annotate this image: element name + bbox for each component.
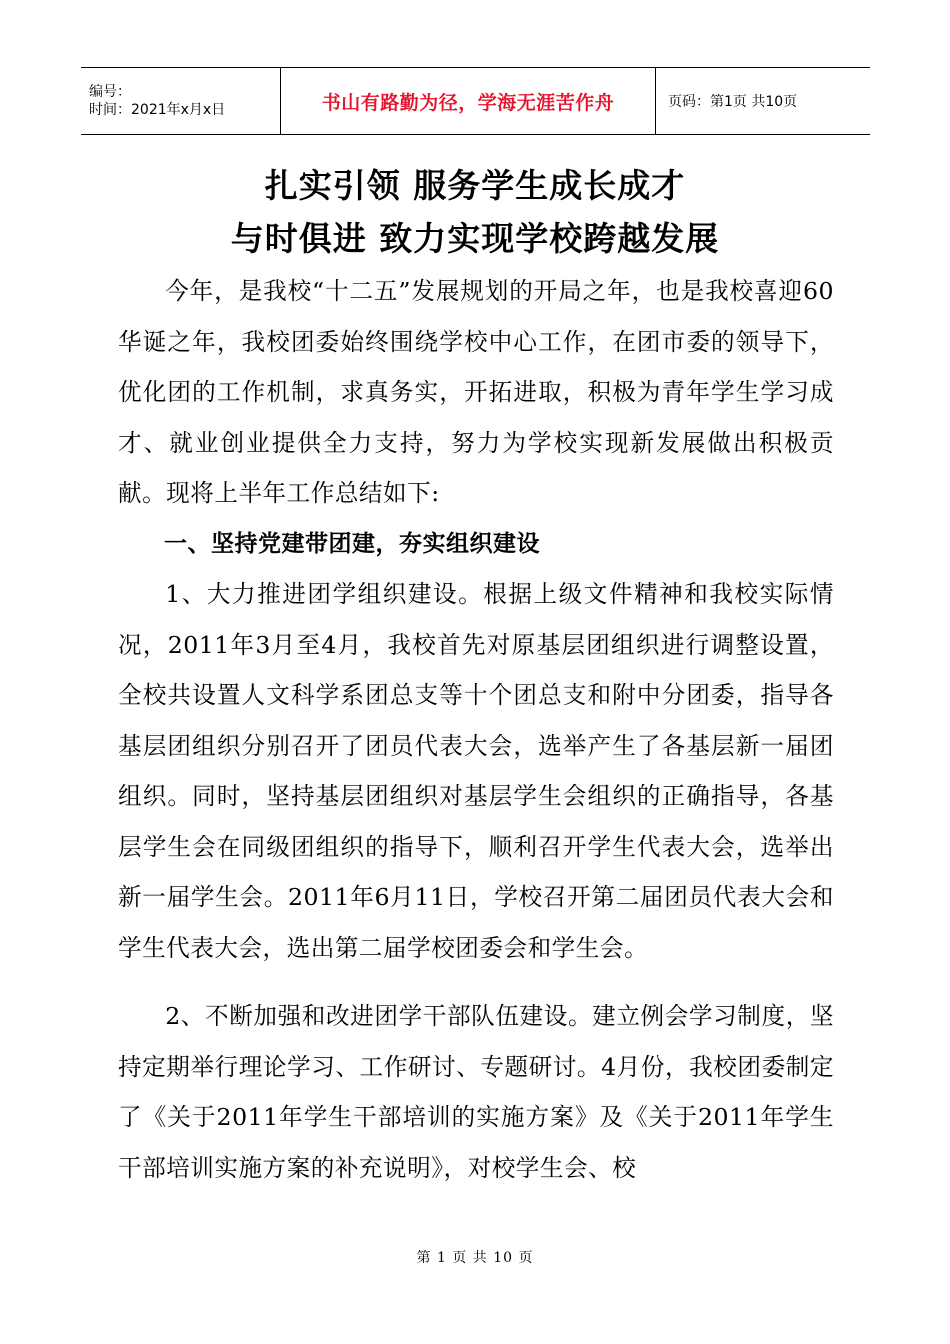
header-motto-cell [281,68,656,134]
header-page-cell [656,68,870,134]
title-line-2: 与时俱进 致力实现学校跨越发展 [230,219,720,258]
section-paragraph-2: 2、不断加强和改进团学干部队伍建设。建立例会学习制度，坚持定期举行理论学习、工作研讨、专题研讨。4月份，我校团委制定了《关于2011年学生干部培训的实施方案》及《关于2011年学生干部培训实施方案的补充说明》，对校学生会、校 [118,1002,834,1182]
motto-text: 书山有路勤为径，学海无涯苦作舟 [321,91,615,114]
document-header [81,67,870,135]
section-paragraph-1: 1、大力推进团学组织建设。根据上级文件精神和我校实际情况，2011年3月至4月，我校首先对原基层团组织进行调整设置，全校共设置人文科学系团总支等十个团总支和附中分团委，指导各基层团组织分别召开了团员代表大会，选举产生了各基层新一届团组织。同时，坚持基层团组织对基层学生会组织的正确指导，各基层学生会在同级团组织的指导下，顺利召开学生代表大会，选举出新一届学生会。2011年6月11日，学校召开第二届团员代表大会和学生代表大会，选出第二届学校团委会和学生会。 [118,580,834,962]
intro-paragraph: 今年，是我校“十二五”发展规划的开局之年，也是我校喜迎60华诞之年，我校团委始终围绕学校中心工作，在团市委的领导下，优化团的工作机制，求真务实，开拓进取，积极为青年学生学习成才、就业创业提供全力支持，努力为学校实现新发展做出积极贡献。现将上半年工作总结如下: [118,277,834,507]
page-footer: 第 1 页 共 10 页 [416,1250,534,1266]
document-body [118,266,834,1193]
section-heading: 一、坚持党建带团建，夯实组织建设 [164,530,540,557]
page-info: 页码：第1页 共10页 [668,94,798,110]
number-label: 编号： [89,84,131,100]
header-meta [81,68,281,134]
time-label: 时间：2021年x月x日 [89,102,226,118]
title-line-1: 扎实引领 服务学生成长成才 [264,166,686,205]
